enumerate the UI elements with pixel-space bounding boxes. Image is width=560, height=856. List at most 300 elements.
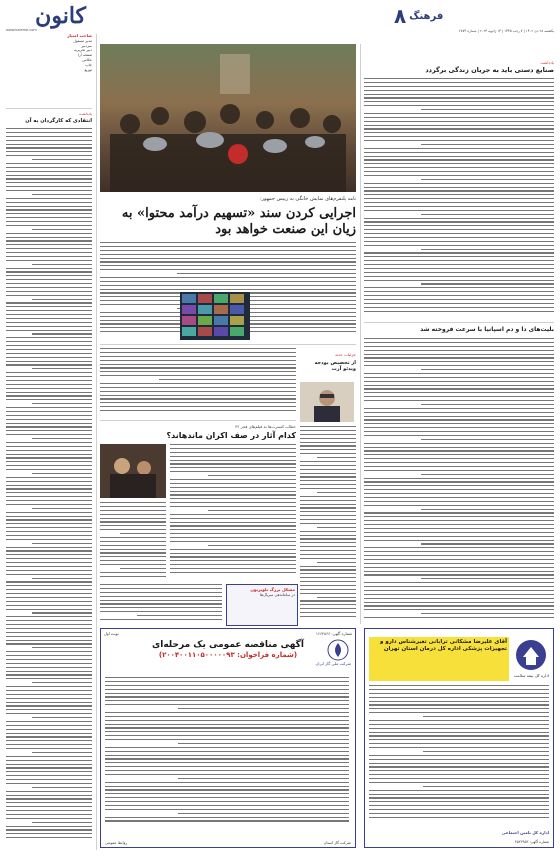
interview-headline: از تخصیص بودجه ویدئو آرت	[314, 360, 356, 372]
text-line	[6, 244, 92, 245]
text-line	[300, 496, 356, 497]
text-line	[364, 198, 554, 199]
flame-icon	[327, 639, 349, 661]
text-line	[364, 605, 554, 606]
text-line	[364, 361, 554, 362]
text-line	[364, 225, 554, 226]
tender-header-left: نوبت اول	[104, 631, 119, 636]
text-line	[6, 744, 92, 745]
text-line	[300, 546, 356, 547]
text-line	[6, 221, 92, 222]
text-line	[421, 439, 554, 440]
text-line	[178, 778, 349, 779]
logo-text: کانون	[35, 3, 86, 29]
text-line	[369, 809, 549, 810]
text-line	[100, 242, 356, 243]
text-line	[6, 151, 92, 152]
text-line	[6, 291, 92, 292]
text-line	[364, 221, 554, 222]
text-line	[6, 469, 92, 470]
streaming-grid-image	[180, 292, 250, 340]
text-line	[364, 373, 554, 374]
text-line	[100, 261, 356, 262]
text-line	[300, 589, 356, 590]
text-line	[6, 547, 92, 548]
text-line	[6, 651, 92, 652]
text-line	[369, 817, 549, 818]
text-line	[364, 381, 554, 382]
text-line	[6, 500, 92, 501]
tender-footer-right: شرکت گاز استان	[323, 840, 351, 845]
insurance-emblem-icon	[515, 639, 547, 671]
text-line	[364, 574, 554, 575]
text-line	[105, 731, 349, 732]
text-line	[364, 598, 554, 599]
text-line	[6, 388, 92, 389]
text-line	[300, 542, 356, 543]
text-line	[6, 833, 92, 834]
text-line	[6, 446, 92, 447]
text-line	[364, 167, 554, 168]
text-line	[32, 717, 92, 718]
text-line	[6, 795, 92, 796]
text-line	[364, 105, 554, 106]
text-line	[364, 385, 554, 386]
top-right-kicker: یادداشت	[540, 60, 554, 65]
tv-box	[226, 584, 298, 626]
text-line	[364, 132, 554, 133]
text-line	[364, 609, 554, 610]
text-line	[364, 187, 554, 188]
text-line	[369, 732, 549, 733]
text-line	[170, 467, 296, 468]
text-line	[364, 252, 554, 253]
text-line	[105, 685, 349, 686]
insurance-headline: آقای علیرضا مشکانی ترابانی تغیرشناس دارو و تجهیزات پزشکی اداره کل درمان استان تهران	[379, 639, 507, 652]
text-line	[6, 539, 92, 540]
text-line	[105, 681, 349, 682]
text-line	[364, 311, 554, 312]
text-line	[423, 751, 549, 752]
tender-company: شرکت ملی گاز ایران	[315, 661, 351, 666]
text-line	[6, 395, 92, 396]
text-line	[6, 136, 92, 137]
text-line	[364, 101, 554, 102]
text-line	[170, 572, 296, 573]
text-line	[364, 357, 554, 358]
text-line	[369, 778, 549, 779]
text-line	[369, 708, 549, 709]
text-line	[364, 540, 554, 541]
text-line	[364, 396, 554, 397]
text-line	[369, 704, 549, 705]
text-line	[364, 307, 554, 308]
text-line	[369, 782, 549, 783]
insurance-ad-number: شماره آگهی: ۴۵۲۲۹۵۳	[514, 840, 549, 844]
insurance-body	[369, 685, 549, 823]
text-line	[6, 698, 92, 699]
text-line	[178, 743, 349, 744]
text-line	[170, 491, 296, 492]
text-line	[6, 337, 92, 338]
text-line	[421, 369, 554, 370]
text-line	[364, 342, 554, 343]
text-line	[6, 516, 92, 517]
text-line	[170, 498, 296, 499]
text-line	[6, 558, 92, 559]
text-line	[6, 678, 92, 679]
text-line	[364, 206, 554, 207]
text-line	[170, 506, 296, 507]
text-line	[6, 748, 92, 749]
text-line	[364, 256, 554, 257]
interview-kicker: جزئیات جدید	[334, 352, 356, 357]
text-line	[6, 171, 92, 172]
text-line	[100, 545, 166, 546]
text-line	[105, 782, 349, 783]
text-line	[100, 556, 166, 557]
text-line	[6, 690, 92, 691]
text-line	[364, 563, 554, 564]
text-line	[421, 283, 554, 284]
text-line	[6, 318, 92, 319]
text-line	[364, 462, 554, 463]
text-line	[364, 97, 554, 98]
text-line	[300, 593, 356, 594]
text-line	[6, 775, 92, 776]
text-line	[364, 466, 554, 467]
text-line	[32, 682, 92, 683]
text-line	[421, 214, 554, 215]
section-name: فرهنگ	[409, 10, 444, 22]
cinema-photo-art	[100, 444, 166, 498]
text-line	[6, 818, 92, 819]
text-line	[6, 198, 92, 199]
text-line	[105, 735, 349, 736]
text-line	[100, 406, 296, 407]
text-line	[421, 613, 554, 614]
text-line	[300, 488, 356, 489]
text-line	[300, 538, 356, 539]
text-line	[364, 82, 554, 83]
text-line	[364, 148, 554, 149]
text-line	[6, 694, 92, 695]
text-line	[6, 240, 92, 241]
crowd-photo-art	[100, 44, 356, 192]
column-divider	[360, 44, 361, 624]
text-line	[6, 620, 92, 621]
text-line	[32, 194, 92, 195]
text-line	[369, 805, 549, 806]
text-line	[364, 388, 554, 389]
text-line	[170, 564, 296, 565]
text-line	[369, 685, 549, 686]
text-line	[105, 747, 349, 748]
text-line	[100, 402, 296, 403]
text-line	[6, 399, 92, 400]
staff-line: مدیر مسئول	[73, 38, 92, 43]
text-line	[6, 217, 92, 218]
text-line	[364, 512, 554, 513]
text-line	[100, 564, 166, 565]
text-line	[170, 533, 296, 534]
text-line	[6, 287, 92, 288]
text-line	[364, 551, 554, 552]
staff-line: چاپ	[85, 62, 92, 67]
text-line	[6, 275, 92, 276]
text-line	[105, 727, 349, 728]
text-line	[6, 643, 92, 644]
text-line	[105, 789, 349, 790]
text-line	[6, 380, 92, 381]
text-line	[6, 256, 92, 257]
interview-body-a	[300, 426, 356, 624]
text-line	[317, 597, 356, 598]
text-line	[6, 415, 92, 416]
text-line	[6, 624, 92, 625]
text-line	[6, 485, 92, 486]
text-line	[105, 786, 349, 787]
text-line	[159, 379, 296, 380]
text-line	[300, 461, 356, 462]
text-line	[32, 299, 92, 300]
text-line	[100, 265, 356, 266]
text-line	[364, 536, 554, 537]
tv-box-title: مشکل بزرگ تلویزیون	[250, 587, 295, 592]
text-line	[32, 752, 92, 753]
text-line	[6, 605, 92, 606]
text-line	[6, 702, 92, 703]
text-line	[6, 279, 92, 280]
text-line	[369, 759, 549, 760]
text-line	[6, 663, 92, 664]
streaming-grid-art	[180, 292, 250, 340]
text-line	[364, 594, 554, 595]
text-line	[300, 465, 356, 466]
text-line	[208, 475, 296, 476]
text-line	[6, 488, 92, 489]
text-line	[364, 524, 554, 525]
text-line	[300, 523, 356, 524]
text-line	[6, 729, 92, 730]
text-line	[364, 532, 554, 533]
text-line	[100, 383, 296, 384]
text-line	[364, 128, 554, 129]
text-line	[317, 492, 356, 493]
text-line	[364, 291, 554, 292]
text-line	[32, 612, 92, 613]
text-line	[6, 128, 92, 129]
text-line	[105, 689, 349, 690]
cinema-photo	[100, 444, 166, 498]
text-line	[105, 716, 349, 717]
text-line	[6, 589, 92, 590]
text-line	[105, 712, 349, 713]
text-line	[32, 229, 92, 230]
text-line	[6, 659, 92, 660]
tender-footer-left: روابط عمومی	[105, 840, 128, 845]
text-line	[6, 806, 92, 807]
text-line	[6, 535, 92, 536]
text-line	[369, 735, 549, 736]
portrait-art	[300, 382, 354, 422]
text-line	[100, 619, 222, 620]
text-line	[364, 295, 554, 296]
text-line	[6, 186, 92, 187]
text-line	[6, 829, 92, 830]
text-line	[364, 287, 554, 288]
text-line	[6, 384, 92, 385]
text-line	[300, 531, 356, 532]
text-line	[364, 354, 554, 355]
insurance-headline-box	[369, 637, 509, 681]
text-line	[364, 136, 554, 137]
text-line	[100, 537, 166, 538]
text-line	[100, 572, 166, 573]
text-line	[137, 615, 222, 616]
text-line	[170, 463, 296, 464]
crowd-photo	[100, 44, 356, 192]
text-line	[100, 387, 296, 388]
text-line	[369, 797, 549, 798]
text-line	[369, 689, 549, 690]
staff-line: صفحه آرا	[78, 53, 92, 58]
text-line	[100, 277, 356, 278]
text-line	[6, 550, 92, 551]
top-right-body	[364, 78, 554, 318]
text-line	[170, 452, 296, 453]
text-line	[6, 392, 92, 393]
text-line	[364, 520, 554, 521]
text-line	[364, 268, 554, 269]
text-line	[364, 210, 554, 211]
text-line	[6, 175, 92, 176]
text-line	[300, 442, 356, 443]
text-line	[364, 555, 554, 556]
text-line	[32, 368, 92, 369]
text-line	[6, 419, 92, 420]
text-line	[32, 543, 92, 544]
text-line	[170, 541, 296, 542]
text-line	[364, 567, 554, 568]
section-header	[394, 4, 554, 44]
text-line	[105, 696, 349, 697]
text-line	[32, 438, 92, 439]
text-line	[105, 817, 349, 818]
feature-headline: انتقادی که کارگردان به آن	[25, 118, 92, 124]
text-line	[32, 787, 92, 788]
text-line	[6, 330, 92, 331]
text-line	[208, 545, 296, 546]
text-line	[300, 453, 356, 454]
masthead-logo	[6, 4, 86, 30]
text-line	[364, 582, 554, 583]
text-line	[364, 156, 554, 157]
text-line	[105, 720, 349, 721]
text-line	[364, 505, 554, 506]
text-line	[32, 403, 92, 404]
text-line	[364, 586, 554, 587]
text-line	[170, 460, 296, 461]
text-line	[100, 371, 296, 372]
text-line	[364, 218, 554, 219]
text-line	[369, 794, 549, 795]
text-line	[369, 697, 549, 698]
text-line	[105, 774, 349, 775]
text-line	[6, 430, 92, 431]
interview-body-b	[100, 348, 296, 418]
text-line	[421, 179, 554, 180]
text-line	[300, 504, 356, 505]
text-line	[100, 348, 296, 349]
text-line	[100, 518, 166, 519]
logo-url: www.kaleme.com	[6, 28, 37, 32]
text-line	[105, 805, 349, 806]
text-line	[300, 438, 356, 439]
text-line	[364, 431, 554, 432]
text-line	[6, 597, 92, 598]
staff-header: صاحب امتیاز	[67, 33, 92, 38]
text-line	[364, 264, 554, 265]
text-line	[170, 568, 296, 569]
text-line	[32, 822, 92, 823]
text-line	[6, 496, 92, 497]
text-line	[32, 647, 92, 648]
main-story-headline: اجرایی کردن سند «تسهیم درآمد محتوا» به زیان این صنعت خواهد بود	[121, 206, 356, 237]
text-line	[421, 578, 554, 579]
tender-title: آگهی مناقصه عمومی یک مرحله‌ای	[152, 640, 304, 650]
text-line	[32, 333, 92, 334]
text-line	[6, 492, 92, 493]
feature-body	[6, 128, 92, 848]
tender-subtitle: (شماره فراخوان: ۲۰۰۴۰۰۱۱۰۵۰۰۰۰۰۹۳)	[158, 651, 298, 659]
text-line	[300, 434, 356, 435]
text-line	[6, 674, 92, 675]
text-line	[6, 252, 92, 253]
text-line	[300, 573, 356, 574]
text-line	[6, 783, 92, 784]
text-line	[364, 435, 554, 436]
top-right-headline: صنایع دستی باید به جریان زندگی برگردد	[425, 66, 554, 74]
text-line	[6, 434, 92, 435]
text-line	[100, 521, 166, 522]
text-line	[105, 700, 349, 701]
text-line	[6, 636, 92, 637]
text-line	[364, 528, 554, 529]
text-line	[6, 736, 92, 737]
text-line	[421, 144, 554, 145]
text-line	[364, 194, 554, 195]
text-line	[105, 762, 349, 763]
text-line	[364, 241, 554, 242]
text-line	[421, 543, 554, 544]
text-line	[300, 550, 356, 551]
text-line	[6, 733, 92, 734]
text-line	[120, 568, 166, 569]
text-line	[6, 705, 92, 706]
text-line	[100, 607, 222, 608]
text-line	[6, 713, 92, 714]
text-line	[421, 474, 554, 475]
text-line	[369, 712, 549, 713]
text-line	[100, 588, 222, 589]
text-line	[100, 360, 296, 361]
text-line	[364, 140, 554, 141]
gas-company-logo	[327, 639, 349, 661]
text-line	[100, 356, 296, 357]
text-line	[364, 481, 554, 482]
text-line	[364, 171, 554, 172]
